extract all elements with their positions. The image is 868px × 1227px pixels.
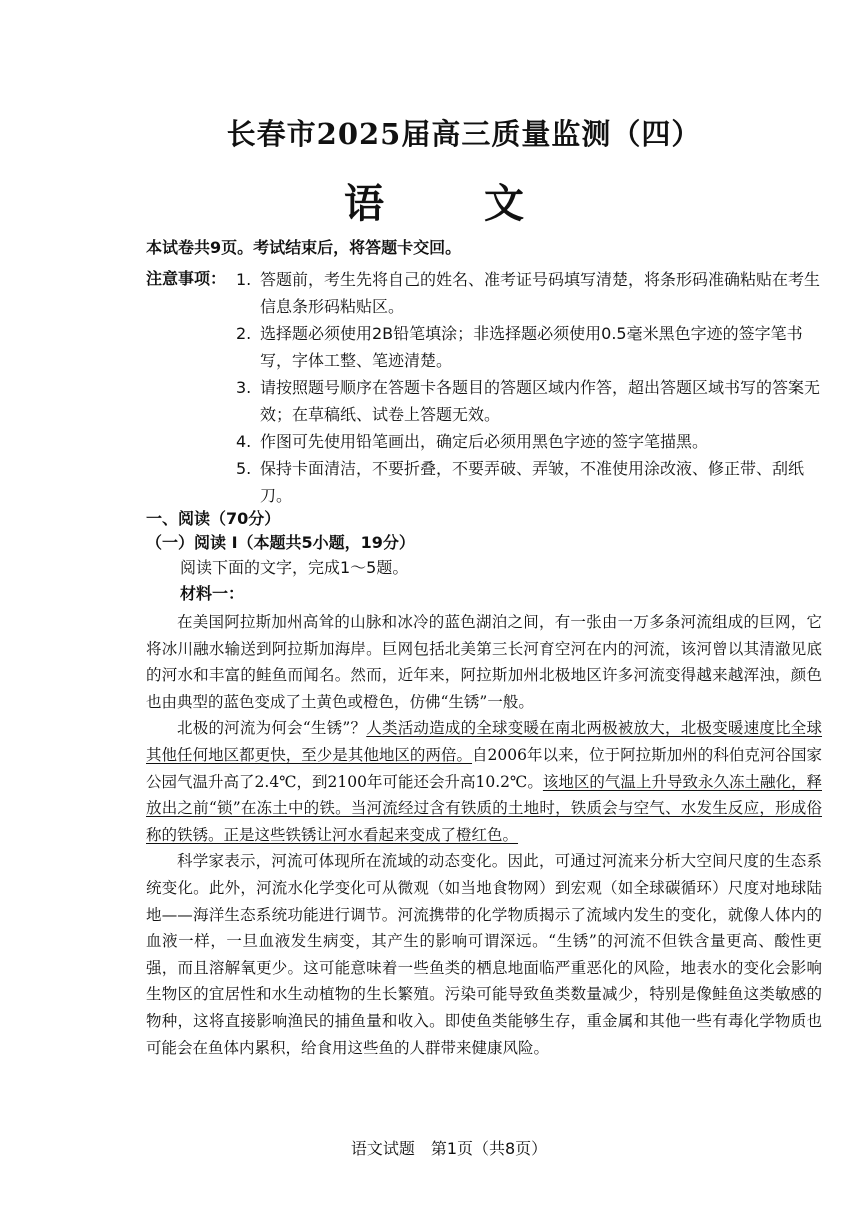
subsection-heading: （一）阅读 I（本题共5小题，19分） (146, 533, 415, 552)
underlined-sentence: 该地区的气温上升导致永久冻土融化，释放出之前“锁”在冻土中的铁。当河流经过含有铁质的土地时，铁质会与空气、水发生反应，形成俗称的铁锈。正是这些铁锈让河水看起来变成了橙红色。 (146, 772, 822, 844)
exam-intro: 本试卷共9页。考试结束后，将答题卡交回。 (146, 238, 462, 257)
reading-article (146, 609, 822, 1061)
notice-item: 5. 保持卡面清洁，不要折叠，不要弄破、弄皱，不准使用涂改液、修正带、刮纸刀。 (236, 459, 805, 505)
subject-title: 语 文 (344, 180, 554, 227)
notice-item: 2. 选择题必须使用2B铅笔填涂；非选择题必须使用0.5毫米黑色字迹的签字笔书写，字体工整、笔迹清楚。 (236, 324, 803, 370)
section-heading: 一、阅读（70分） (146, 509, 281, 528)
paragraph-1: 在美国阿拉斯加州高耸的山脉和冰冷的蓝色湖泊之间，有一张由一万多条河流组成的巨网，它将冰川融水输送到阿拉斯加海岸。巨网包括北美第三长河育空河在内的河流，该河曾以其清澈见底的河水和丰富的鲑鱼而闻名。然而，近年来，阿拉斯加州北极地区许多河流变得越来越浑浊，颜色也由典型的蓝色变成了土黄色或橙色，仿佛“生锈”一般。 (146, 613, 822, 711)
exam-title: 长春市2025届高三质量监测（四） (226, 117, 702, 151)
paragraph-3: 科学家表示，河流可体现所在流域的动态变化。因此，可通过河流来分析大空间尺度的生态系统变化。此外，河流水化学变化可从微观（如当地食物网）到宏观（如全球碳循环）尺度对地球陆地——海洋生态系统功能进行调节。河流携带的化学物质揭示了流域内发生的变化，就像人体内的血液一样，一旦血液发生病变，其产生的影响可谓深远。“生锈”的河流不但铁含量更高、酸性更强，而且溶解氧更少。这可能意味着一些鱼类的栖息地面临严重恶化的风险，地表水的变化会影响生物区的宜居性和水生动植物的生长繁殖。污染可能导致鱼类数量减少，特别是像鲑鱼这类敏感的物种，这将直接影响渔民的捕鱼量和收入。即使鱼类能够生存，重金属和其他一些有毒化学物质也可能会在鱼体内累积，给食用这些鱼的人群带来健康风险。 (146, 852, 822, 1057)
notice-item: 1. 答题前，考生先将自己的姓名、准考证号码填写清楚，将条形码准确粘贴在考生信息条形码粘贴区。 (236, 270, 821, 316)
paragraph-2: 北极的河流为何会“生锈”？人类活动造成的全球变暖在南北两极被放大，北极变暖速度比全球其他任何地区都更快，至少是其他地区的两倍。自2006年以来，位于阿拉斯加州的科伯克河谷国家公园气温升高了2.4℃，到2100年可能还会升高10.2℃。该地区的气温上升导致永久冻土融化，释放出之前“锁”在冻土中的铁。当河流经过含有铁质的土地时，铁质会与空气、水发生反应，形成俗称的铁锈。正是这些铁锈让河水看起来变成了橙红色。 (146, 719, 822, 844)
reading-instruction: 阅读下面的文字，完成1～5题。 (180, 558, 409, 577)
page-footer: 语文试题 第1页（共8页） (350, 1139, 548, 1158)
notice-label: 注意事项： (146, 269, 227, 288)
notice-list (236, 266, 826, 509)
material-label: 材料一： (180, 584, 245, 603)
underlined-sentence: 人类活动造成的全球变暖在南北两极被放大，北极变暖速度比全球其他任何地区都更快，至少是其他地区的两倍。 (146, 719, 822, 764)
notice-item: 3. 请按照题号顺序在答题卡各题目的答题区域内作答，超出答题区域书写的答案无效；在草稿纸、试卷上答题无效。 (236, 378, 821, 424)
notice-item: 4. 作图可先使用铅笔画出，确定后必须用黑色字迹的签字笔描黑。 (236, 432, 709, 451)
